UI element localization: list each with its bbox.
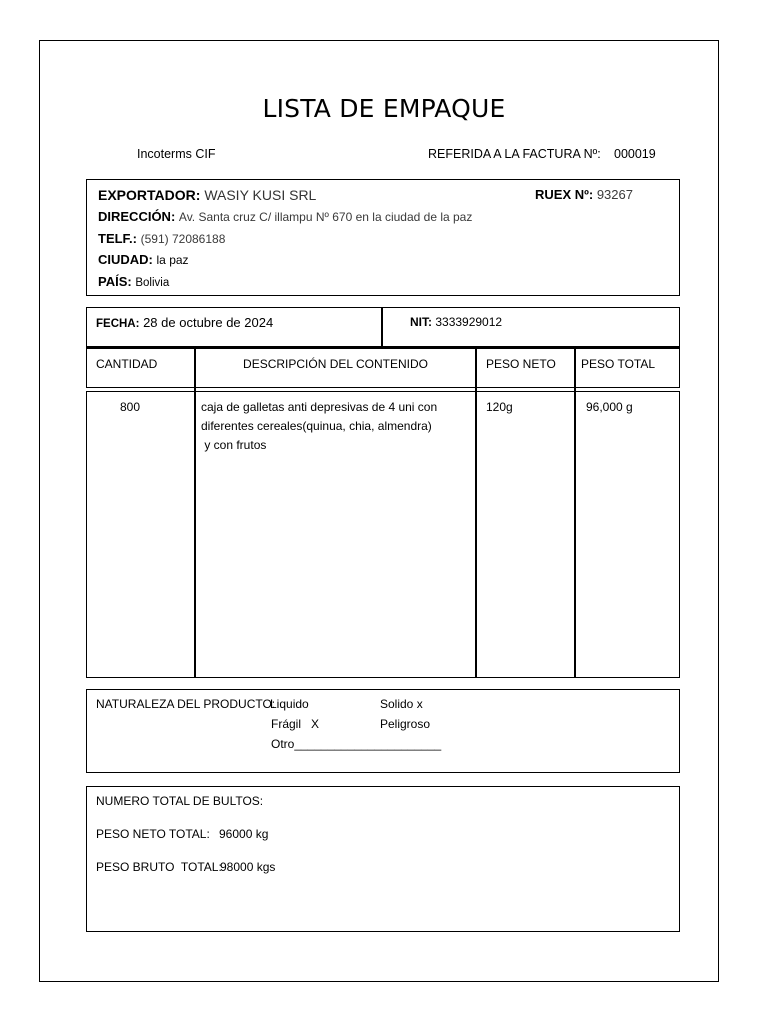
pais-value: Bolivia [135,277,170,289]
naturaleza-peligroso: Peligroso [380,717,431,731]
direccion-line [98,209,472,224]
telf-line [98,231,225,246]
cell-descripcion-line-2: diferentes cereales(quinua, chia, almendra) [201,419,432,433]
header-descripcion: DESCRIPCIÓN DEL CONTENIDO [243,357,428,371]
nit-label: NIT: [410,315,432,329]
cell-peso-total: 96,000 g [586,400,633,414]
ciudad-value: la paz [156,253,189,267]
cell-descripcion-line-1: caja de galletas anti depresivas de 4 uni con [201,400,438,414]
total-bultos-label: NUMERO TOTAL DE BULTOS: [96,794,264,808]
direccion-label: DIRECCIÓN: [98,209,176,224]
pais-line [98,274,169,289]
exporter-line [98,187,316,203]
col-divider-3 [574,347,576,678]
ruex-value: 93267 [596,187,633,202]
naturaleza-fragil: Frágil X [271,717,320,731]
fecha-divider [381,307,383,347]
naturaleza-otro: Otro______________________ [271,737,442,751]
ciudad-line [98,252,189,267]
naturaleza-label: NATURALEZA DEL PRODUCTO: [96,697,276,711]
peso-bruto-total-label: PESO BRUTO TOTAL: [96,860,222,874]
factura-label: REFERIDA A LA FACTURA Nº: [428,147,601,161]
pais-label: PAÍS: [98,274,132,289]
fecha-label: FECHA: [96,318,140,330]
telf-value: (591) 72086188 [140,232,226,246]
peso-neto-total-label: PESO NETO TOTAL: [96,827,210,841]
col-divider-1 [194,347,196,678]
document-title: LISTA DE EMPAQUE [262,94,506,123]
cell-descripcion-line-3: y con frutos [201,438,267,452]
fecha-value: 28 de octubre de 2024 [143,315,274,330]
direccion-value: Av. Santa cruz C/ illampu Nº 670 en la ciudad de la paz [178,210,473,224]
header-peso-neto: PESO NETO [486,357,556,371]
ruex-label: RUEX Nº: [535,187,594,202]
cell-cantidad: 800 [120,400,141,414]
nit-line [410,315,502,329]
header-cantidad: CANTIDAD [96,357,158,371]
table-body [86,391,680,678]
telf-label: TELF.: [98,231,137,246]
naturaleza-liquido: Liquido [270,697,309,711]
exporter-label: EXPORTADOR: [98,187,201,203]
cell-peso-neto: 120g [486,400,513,414]
factura-number: 000019 [614,147,656,161]
ruex-line [535,187,633,202]
peso-bruto-total-value: 98000 kgs [220,860,276,874]
naturaleza-solido: Solido x [380,697,423,711]
exporter-value: WASIY KUSI SRL [204,187,317,203]
col-divider-2 [475,347,477,678]
ciudad-label: CIUDAD: [98,252,153,267]
fecha-line [96,315,273,330]
header-peso-total: PESO TOTAL [581,357,656,371]
peso-neto-total-value: 96000 kg [219,827,269,841]
nit-value: 3333929012 [435,315,503,329]
incoterms-text: Incoterms CIF [137,147,216,161]
